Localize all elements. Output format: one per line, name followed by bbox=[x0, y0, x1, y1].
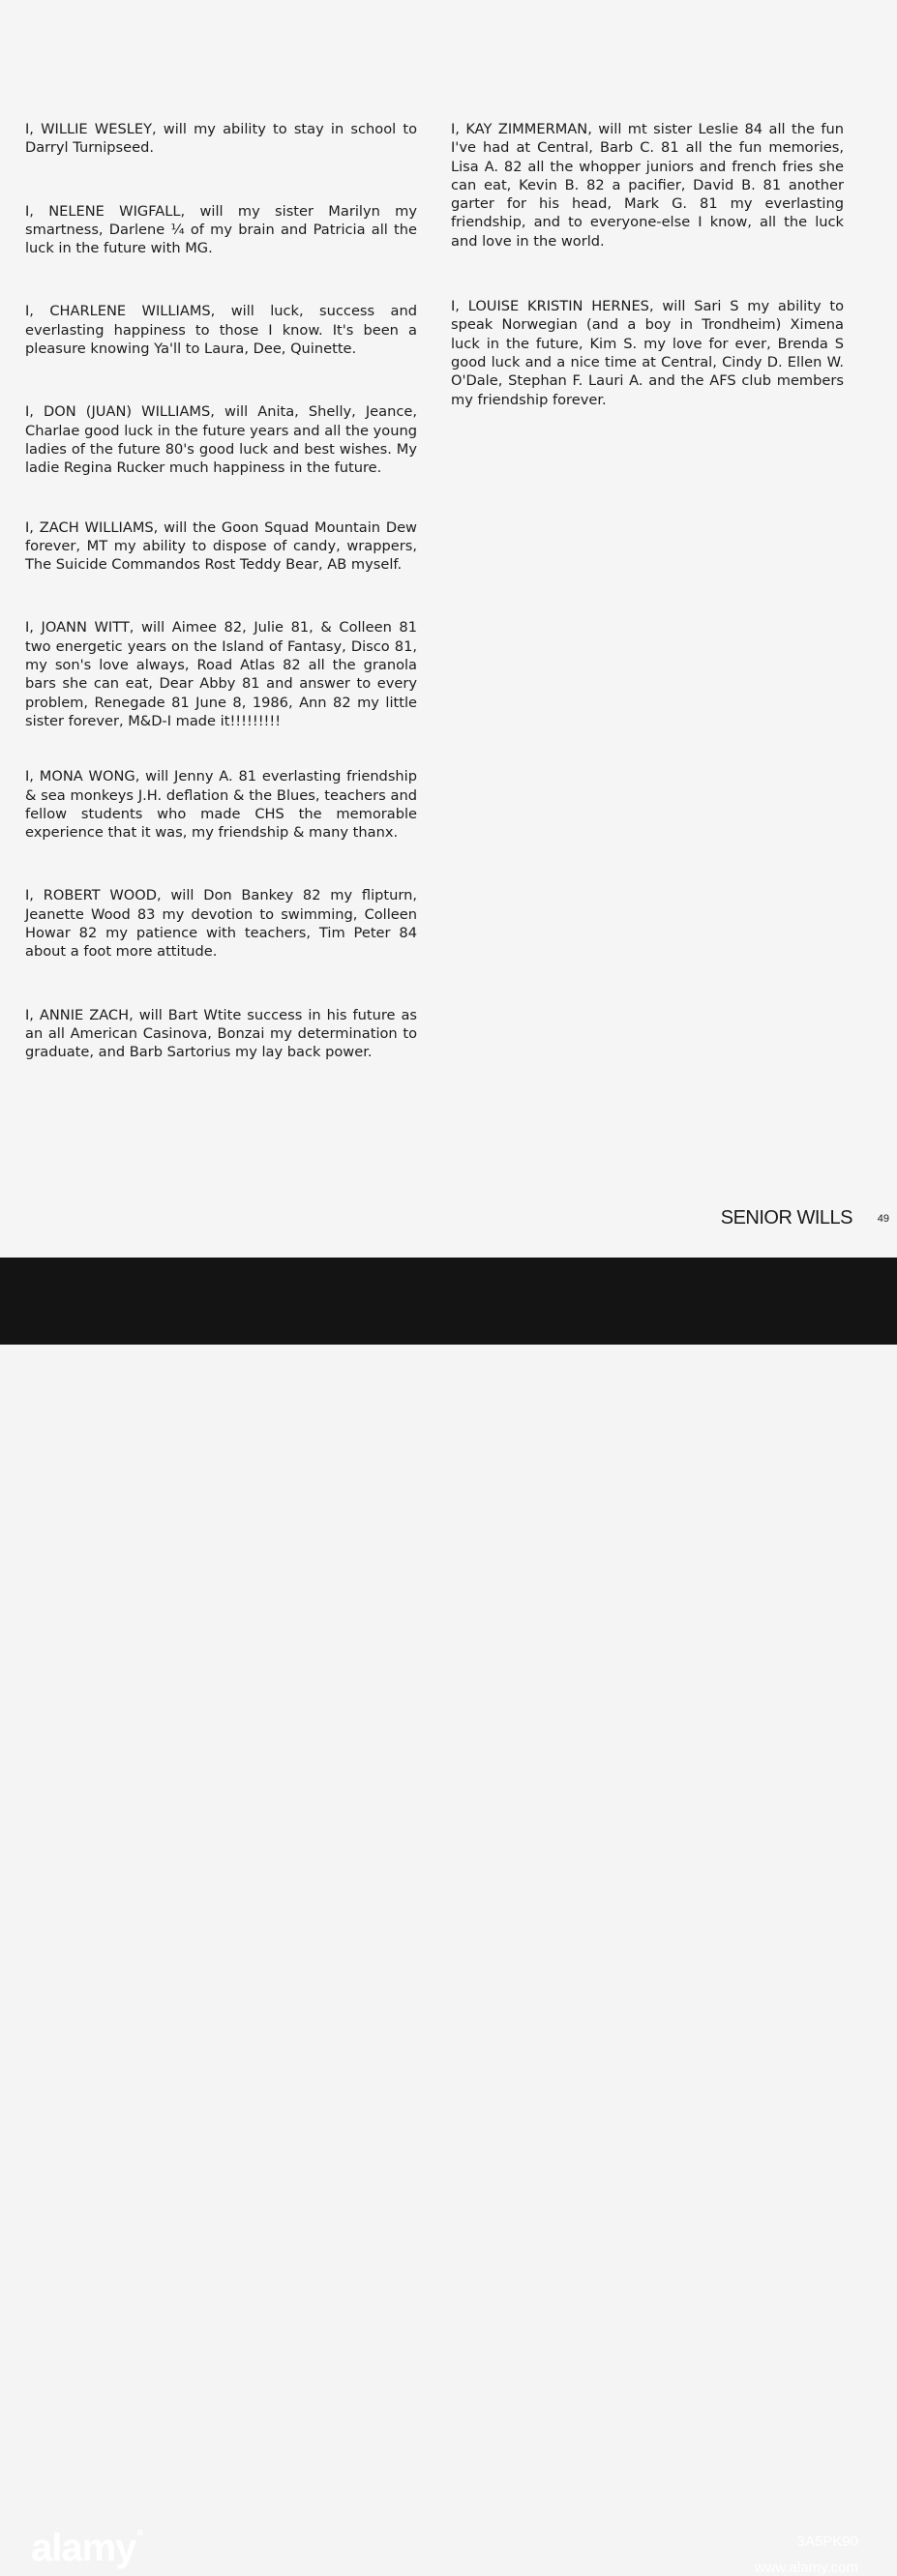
will-entry: I, MONA WONG, will Jenny A. 81 everlasting friendship & sea monkeys J.H. deflation & the Blues, teachers and fellow students who made CHS the memorable experience that it was, my friendship & many thanx. bbox=[25, 768, 417, 842]
brand-name: alamy bbox=[31, 2527, 136, 2569]
brand-mark: a bbox=[136, 2527, 142, 2538]
will-entry: I, LOUISE KRISTIN HERNES, will Sari S my ability to speak Norwegian (and a boy in Trondheim) Ximena luck in the future, Kim S. my love for ever, Brenda S good luck and a nice time at Central, Cindy D. Ellen W. O'Dale, Stephan F. Lauri A. and the AFS club members my friendship forever. bbox=[451, 298, 844, 408]
image-id: 3A5PK90 bbox=[796, 2533, 858, 2550]
will-entry: I, ZACH WILLIAMS, will the Goon Squad Mountain Dew forever, MT my ability to dispose of candy, wrappers, The Suicide Commandos Rost Teddy Bear, AB myself. bbox=[25, 518, 417, 574]
will-entry: I, KAY ZIMMERMAN, will mt sister Leslie 84 all the fun I've had at Central, Barb C. 81 all the fun memories, Lisa A. 82 all the whopper juniors and french fries she can eat, Kevin B. 82 a pacifier, David B. 81 another garter for his head, Mark G. 81 my everlasting friendship, and to everyone-else I know, all the luck and love in the world. bbox=[451, 121, 844, 250]
will-entry: I, WILLIE WESLEY, will my ability to stay in school to Darryl Turnipseed. bbox=[25, 121, 417, 157]
brand-logo bbox=[31, 2527, 142, 2570]
page-number: 49 bbox=[877, 1213, 889, 1225]
will-entry: I, NELENE WIGFALL, will my sister Marilyn my smartness, Darlene ¼ of my brain and Patricia all the luck in the future with MG. bbox=[25, 202, 417, 257]
will-entry: I, CHARLENE WILLIAMS, will luck, success and everlasting happiness to those I know. It's been a pleasure knowing Ya'll to Laura, Dee, Quinette. bbox=[25, 303, 417, 358]
watermark-bar bbox=[0, 1258, 897, 2576]
will-entry: I, JOANN WITT, will Aimee 82, Julie 81, & Colleen 81 two energetic years on the Island of Fantasy, Disco 81, my son's love always, Road Atlas 82 all the granola bars she can eat, Dear Abby 81 and answer to every problem, Renegade 81 June 8, 1986, Ann 82 my little sister forever, M&D-I made it!!!!!!!!! bbox=[25, 619, 417, 729]
will-entry: I, ROBERT WOOD, will Don Bankey 82 my flipturn, Jeanette Wood 83 my devotion to swimming, Colleen Howar 82 my patience with teachers, Tim Peter 84 about a foot more attitude. bbox=[25, 887, 417, 961]
will-entry: I, ANNIE ZACH, will Bart Wtite success in his future as an all American Casinova, Bonzai my determination to graduate, and Barb Sartorius my lay back power. bbox=[25, 1006, 417, 1061]
yearbook-page bbox=[0, 0, 897, 1258]
right-column bbox=[451, 120, 844, 456]
left-column bbox=[25, 120, 417, 1107]
section-title: SENIOR WILLS bbox=[720, 1207, 852, 1229]
site-url: www.alamy.com bbox=[754, 2560, 858, 2576]
will-entry: I, DON (JUAN) WILLIAMS, will Anita, Shelly, Jeance, Charlae good luck in the future years and all the young ladies of the future 80's good luck and best wishes. My ladie Regina Rucker much happiness in the future. bbox=[25, 403, 417, 477]
